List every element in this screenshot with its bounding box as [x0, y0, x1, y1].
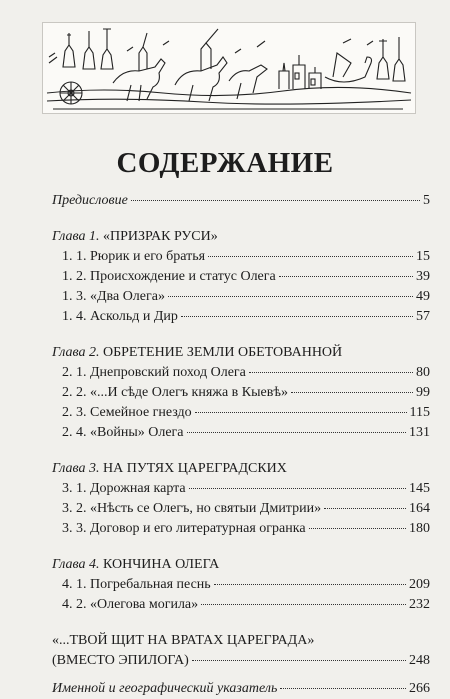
chapter-name: КОНЧИНА ОЛЕГА — [102, 557, 220, 572]
preface-label: Предисловие — [52, 193, 128, 208]
toc-entry — [52, 383, 430, 403]
section-label: 2. 4. «Войны» Олега — [62, 425, 184, 440]
chapter-prefix: Глава 1. — [52, 229, 100, 244]
table-of-contents — [52, 191, 430, 699]
toc-entry — [52, 307, 430, 327]
chapter-heading-4 — [52, 555, 430, 575]
dot-leader — [208, 256, 413, 257]
dot-leader — [189, 488, 406, 489]
toc-entry — [52, 403, 430, 423]
page-number: 164 — [409, 501, 430, 516]
chapter-prefix: Глава 3. — [52, 461, 100, 476]
toc-entry-epilogue — [52, 651, 430, 671]
section-label: 3. 2. «Нѣсть се Олегъ, но святыи Дмитрии» — [62, 501, 322, 516]
chapter-heading-3 — [52, 459, 430, 479]
toc-entry — [52, 423, 430, 443]
toc-entry-preface — [52, 191, 430, 211]
section-label: 4. 2. «Олегова могила» — [62, 597, 199, 612]
page-number: 248 — [409, 653, 430, 668]
toc-entry — [52, 499, 430, 519]
page-number: 99 — [416, 385, 430, 400]
page-number: 15 — [416, 249, 430, 264]
dot-leader — [201, 604, 406, 605]
section-label: 1. 3. «Два Олега» — [62, 289, 165, 304]
dot-leader — [291, 392, 413, 393]
section-label: 4. 1. Погребальная песнь — [62, 577, 211, 592]
toc-entry — [52, 519, 430, 539]
page-number: 57 — [416, 309, 430, 324]
section-label: 3. 3. Договор и его литературная огранка — [62, 521, 306, 536]
toc-entry — [52, 247, 430, 267]
page-number: 80 — [416, 365, 430, 380]
index-label: Именной и географический указатель — [52, 681, 278, 696]
page-number: 115 — [409, 405, 430, 420]
chapter-name: ОБРЕТЕНИЕ ЗЕМЛИ ОБЕТОВАННОЙ — [102, 345, 343, 360]
toc-entry — [52, 479, 430, 499]
dot-leader — [187, 432, 407, 433]
dot-leader — [131, 200, 420, 201]
dot-leader — [195, 412, 407, 413]
chapter-name: НА ПУТЯХ ЦАРЕГРАДСКИХ — [102, 461, 287, 476]
page-number: 266 — [409, 681, 430, 696]
header-illustration — [42, 22, 416, 114]
page-number: 209 — [409, 577, 430, 592]
section-label: 3. 1. Дорожная карта — [62, 481, 186, 496]
page-number: 131 — [409, 425, 430, 440]
dot-leader — [324, 508, 406, 509]
dot-leader — [280, 688, 406, 689]
toc-entry — [52, 595, 430, 615]
section-label: 2. 2. «...И сѣде Олегъ княжа в Кыевѣ» — [62, 385, 288, 400]
toc-entry — [52, 267, 430, 287]
toc-entry — [52, 575, 430, 595]
toc-entry — [52, 287, 430, 307]
toc-entry-index — [52, 679, 430, 699]
dot-leader — [279, 276, 413, 277]
chapter-name: «ПРИЗРАК РУСИ» — [102, 229, 218, 244]
section-label: 1. 1. Рюрик и его братья — [62, 249, 206, 264]
chapter-prefix: Глава 4. — [52, 557, 100, 572]
dot-leader — [249, 372, 413, 373]
page-title: СОДЕРЖАНИЕ — [116, 147, 334, 179]
page-number: 5 — [423, 193, 430, 208]
chapter-heading-2 — [52, 343, 430, 363]
epilogue-heading: «...ТВОЙ ЩИТ НА ВРАТАХ ЦАРЕГРАДА» — [52, 633, 315, 648]
page-number: 145 — [409, 481, 430, 496]
section-label: 2. 3. Семейное гнездо — [62, 405, 192, 420]
toc-entry — [52, 363, 430, 383]
chapter-heading-1 — [52, 227, 430, 247]
dot-leader — [168, 296, 413, 297]
page-number: 232 — [409, 597, 430, 612]
dot-leader — [192, 660, 406, 661]
section-label: 1. 4. Аскольд и Дир — [62, 309, 178, 324]
dot-leader — [214, 584, 406, 585]
page-number: 39 — [416, 269, 430, 284]
dot-leader — [181, 316, 413, 317]
dot-leader — [309, 528, 406, 529]
chapter-prefix: Глава 2. — [52, 345, 100, 360]
page-number: 49 — [416, 289, 430, 304]
section-label: 2. 1. Днепровский поход Олега — [62, 365, 246, 380]
epilogue-subtitle: (ВМЕСТО ЭПИЛОГА) — [52, 653, 189, 668]
page-number: 180 — [409, 521, 430, 536]
section-label: 1. 2. Происхождение и статус Олега — [62, 269, 276, 284]
